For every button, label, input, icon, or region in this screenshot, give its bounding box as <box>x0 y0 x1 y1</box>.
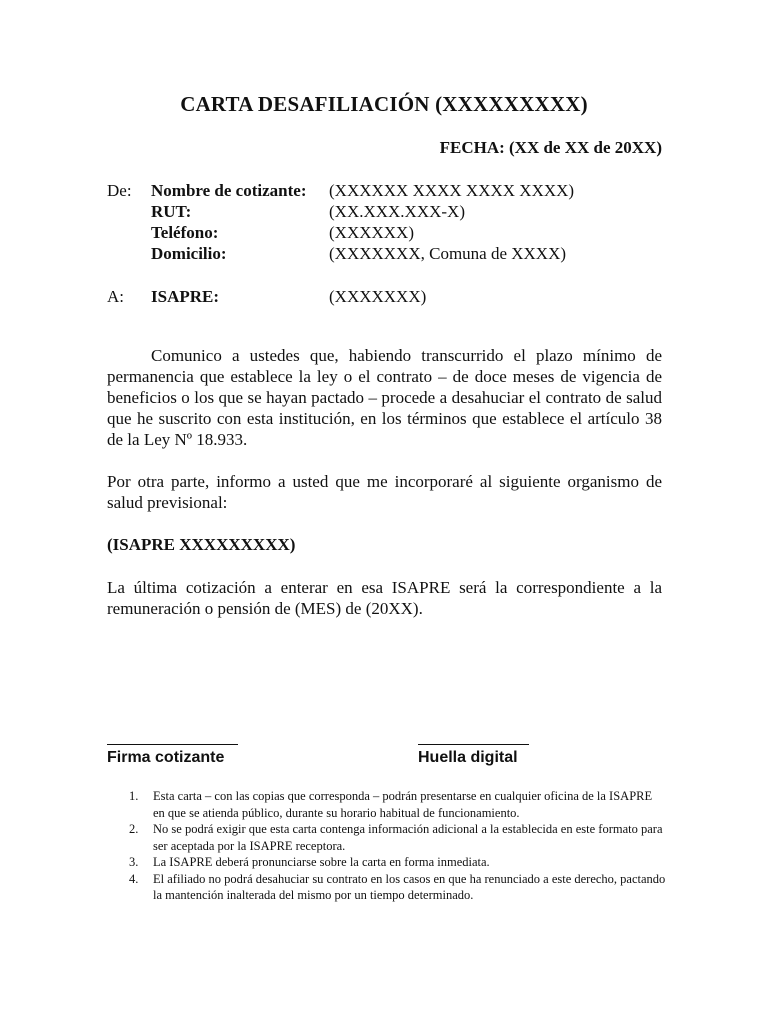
note-item <box>107 871 667 904</box>
signature-label: Firma cotizante <box>107 749 225 766</box>
signature-line <box>107 744 238 745</box>
note-item <box>107 788 667 821</box>
name-label: Nombre de cotizante: <box>151 181 307 200</box>
note-text: El afiliado no podrá desahuciar su contrato en los casos en que ha renunciado a este derecho, pactando la mantención inalterada del mismo por un tiempo determinado. <box>153 871 666 902</box>
fingerprint-label: Huella digital <box>418 749 518 766</box>
note-number: 1. <box>129 789 139 803</box>
fingerprint-line <box>418 744 529 745</box>
new-isapre: (ISAPRE XXXXXXXXX) <box>107 535 296 554</box>
rut-label: RUT: <box>151 202 192 221</box>
note-number: 2. <box>129 822 139 836</box>
from-label: De: <box>107 181 132 200</box>
rut-value: (XX.XXX.XXX-X) <box>329 202 465 221</box>
note-number: 3. <box>129 855 139 869</box>
to-label: A: <box>107 287 124 306</box>
letter-title: CARTA DESAFILIACIÓN (XXXXXXXXX) <box>180 92 588 116</box>
body-paragraph-1: Comunico a ustedes que, habiendo transcurrido el plazo mínimo de permanencia que establece la ley o el contrato – de doce meses de vigencia de beneficios o los que se hayan pactado – procede a desahuciar el contrato de salud que he suscrito con esta institución, en los términos que establece el artículo 38 de la Ley Nº 18.933. <box>107 346 662 449</box>
note-item <box>107 854 667 871</box>
note-number: 4. <box>129 871 139 886</box>
isapre-label: ISAPRE: <box>151 287 220 306</box>
note-item <box>107 821 667 854</box>
notes-list <box>107 788 667 904</box>
phone-label: Teléfono: <box>151 223 219 242</box>
name-value: (XXXXXX XXXX XXXX XXXX) <box>329 181 575 200</box>
note-text: No se podrá exigir que esta carta contenga información adicional a la establecida en este formato para ser aceptada por la ISAPRE receptora. <box>153 822 663 853</box>
body-paragraph-2: Por otra parte, informo a usted que me incorporaré al siguiente organismo de salud previsional: <box>107 472 662 512</box>
address-label: Domicilio: <box>151 244 227 263</box>
date-line: FECHA: (XX de XX de 20XX) <box>439 138 662 157</box>
note-text: Esta carta – con las copias que corresponda – podrán presentarse en cualquier oficina de la ISAPRE en que se atienda público, durante su horario habitual de funcionamiento. <box>153 789 653 820</box>
note-text: La ISAPRE deberá pronunciarse sobre la carta en forma inmediata. <box>153 855 490 869</box>
phone-value: (XXXXXX) <box>329 223 414 242</box>
body-paragraph-3: La última cotización a enterar en esa ISAPRE será la correspondiente a la remuneración o pensión de (MES) de (20XX). <box>107 578 662 618</box>
isapre-value: (XXXXXXX) <box>329 287 427 306</box>
address-value: (XXXXXXX, Comuna de XXXX) <box>329 244 567 263</box>
